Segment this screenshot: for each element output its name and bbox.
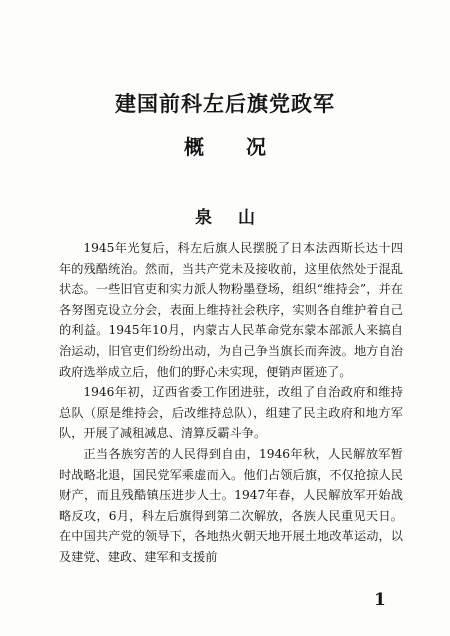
paragraph-2: 1946年初，辽西省委工作团进驻，改组了自治政府和维持总队（原是维持会，后改维持总队），组建了民主政府和地方军队，开展了减租减息、清算反霸斗争。 xyxy=(59,385,403,441)
page-number: 1 xyxy=(374,590,386,610)
body-text xyxy=(59,238,403,568)
document-title: 建国前科左后旗党政军 xyxy=(115,91,335,116)
document-subtitle: 概况 xyxy=(184,135,308,159)
paragraph-1: 1945年光复后，科左后旗人民摆脱了日本法西斯长达十四年的残酷统治。然而，当共产党未及接收前，这里依然处于混乱状态。一些旧官吏和实力派人物粉墨登场，组织“维持会”，并在各努图克设立分会，表面上维持社会秩序，实则各自维护着自己的利益。1945年10月，内蒙古人民革命党东蒙本部派人来搞自治运动，旧官吏们纷纷出动，为自己争当旗长而奔波。地方自治政府选举成立后，他们的野心未实现，便销声匿迹了。 xyxy=(59,241,403,379)
paragraph-3: 正当各族穷苦的人民得到自由，1946年秋，人民解放军暂时战略北退，国民党军乘虚而入。他们占领后旗，不仅抢掠人民财产，而且残酷镇压进步人士。1947年春，人民解放军开始战略反攻，6月，科左后旗得到第二次解放，各族人民重见天日。在中国共产党的领导下，各地热火朝天地开展土地改革运动，以及建党、建政、建军和支援前 xyxy=(59,446,403,564)
author-name: 泉山 xyxy=(195,208,281,228)
